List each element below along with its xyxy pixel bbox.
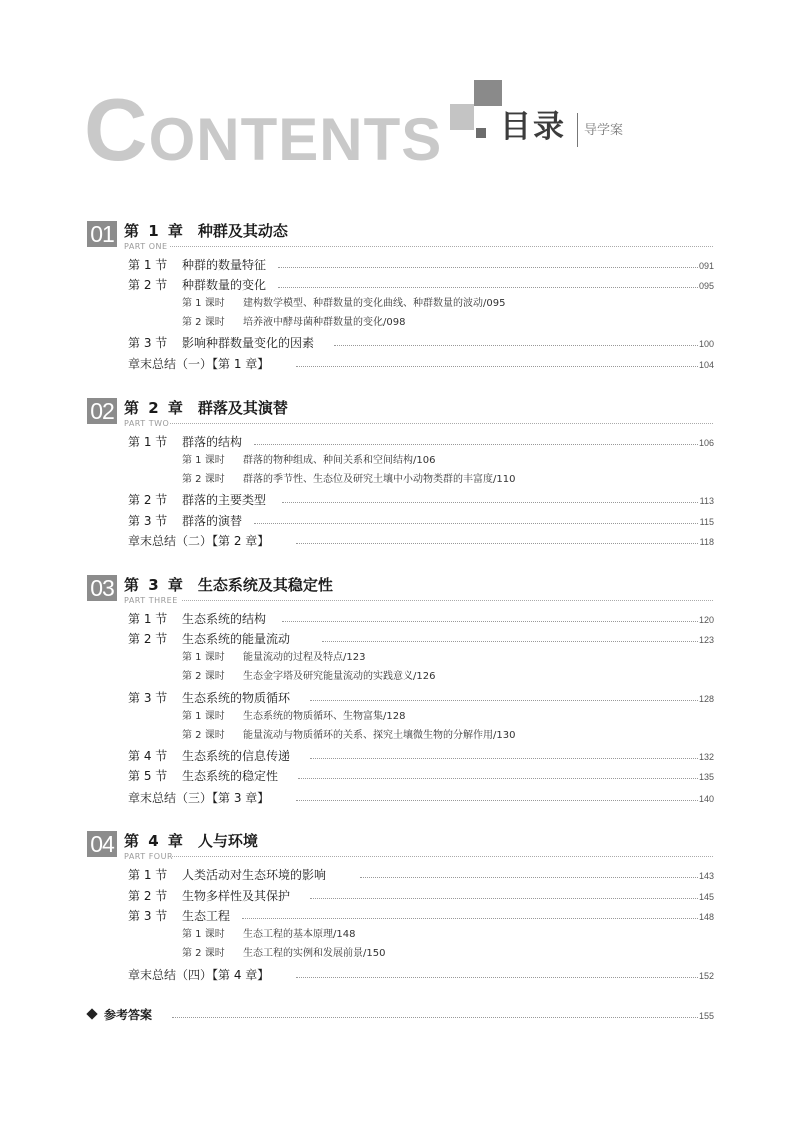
chapter-number-badge: 03 <box>87 575 117 601</box>
page-number: 106 <box>698 438 714 448</box>
dot-leader <box>310 758 698 759</box>
section-title: 群落的结构 <box>182 433 248 451</box>
section-label: 第 1 节 <box>128 612 168 626</box>
chapter-part-label: PART THREE <box>124 596 178 605</box>
diamond-bullet-icon <box>86 1008 97 1019</box>
toc-row-answers[interactable] <box>0 1006 799 1024</box>
lesson-label: 第 1 课时 <box>182 455 225 466</box>
lesson-label: 第 2 课时 <box>182 317 225 328</box>
chapter-part-label: PART FOUR <box>124 852 174 861</box>
page-number: 113 <box>699 496 714 506</box>
section-label: 第 3 节 <box>128 909 168 923</box>
answers-title: 参考答案 <box>104 1008 153 1022</box>
section-title: 影响种群数量变化的因素 <box>182 334 320 352</box>
lesson-label: 第 1 课时 <box>182 929 225 940</box>
page-number: 123 <box>698 635 714 645</box>
section-title: 群落的主要类型 <box>182 491 272 509</box>
toc-row-lesson[interactable] <box>0 315 799 331</box>
page-number: 152 <box>698 971 714 981</box>
section-label: 第 1 节 <box>128 258 168 272</box>
decor-square-dark <box>474 80 502 106</box>
chapter-part-label: PART ONE <box>124 242 168 251</box>
chapter-title[interactable]: 第 2 章 群落及其演替 <box>124 399 288 417</box>
section-label: 第 5 节 <box>128 769 168 783</box>
toc-row-lesson[interactable] <box>0 927 799 943</box>
page-subtitle: 导学案 <box>584 123 624 138</box>
summary-title: 章末总结（四）【第 4 章】 <box>128 966 275 984</box>
summary-title: 章末总结（二）【第 2 章】 <box>128 532 275 550</box>
dot-leader <box>254 444 698 445</box>
section-title: 群落的演替 <box>182 512 248 530</box>
lesson-label: 第 2 课时 <box>182 948 225 959</box>
dot-leader <box>334 345 698 346</box>
chapter-number-badge: 04 <box>87 831 117 857</box>
dot-leader <box>278 287 698 288</box>
lesson-title: 建构数学模型、种群数量的变化曲线、种群数量的波动/095 <box>243 298 506 309</box>
lesson-label: 第 1 课时 <box>182 652 225 663</box>
toc-row-section[interactable] <box>0 334 799 352</box>
dot-leader <box>282 621 698 622</box>
dot-leader <box>360 877 698 878</box>
section-label: 第 2 节 <box>128 278 168 292</box>
page-number: 091 <box>698 261 714 271</box>
toc-row-lesson[interactable] <box>0 296 799 312</box>
section-label: 第 2 节 <box>128 493 168 507</box>
chapter-number-badge: 02 <box>87 398 117 424</box>
page-number: 128 <box>698 694 714 704</box>
toc-row-lesson[interactable] <box>0 669 799 685</box>
section-title: 人类活动对生态环境的影响 <box>182 866 332 884</box>
lesson-label: 第 1 课时 <box>182 298 225 309</box>
page-number: 140 <box>698 794 714 804</box>
section-label: 第 4 节 <box>128 749 168 763</box>
page-number: 104 <box>698 360 714 370</box>
page-title: 目录 <box>500 109 566 145</box>
dot-leader <box>296 366 698 367</box>
toc-row-section[interactable] <box>0 276 799 294</box>
chapter-divider <box>170 856 713 857</box>
page-number: 143 <box>698 871 714 881</box>
lesson-title: 群落的物种组成、种间关系和空间结构/106 <box>243 455 436 466</box>
dot-leader <box>282 502 698 503</box>
chapter-title[interactable]: 第 1 章 种群及其动态 <box>124 222 288 240</box>
lesson-title: 生态系统的物质循环、生物富集/128 <box>243 711 406 722</box>
toc-row-lesson[interactable] <box>0 472 799 488</box>
toc-row-section[interactable] <box>0 610 799 628</box>
lesson-title: 能量流动与物质循环的关系、探究土壤微生物的分解作用/130 <box>243 730 516 741</box>
page-header <box>0 0 799 200</box>
lesson-title: 生态工程的实例和发展前景/150 <box>243 948 386 959</box>
summary-title: 章末总结（一）【第 1 章】 <box>128 355 275 373</box>
toc-row-section[interactable] <box>0 767 799 785</box>
page-number: 100 <box>698 339 714 349</box>
page-number: 148 <box>698 912 714 922</box>
page-number: 115 <box>699 517 714 527</box>
section-label: 第 1 节 <box>128 868 168 882</box>
title-divider <box>577 113 578 147</box>
dot-leader <box>296 800 698 801</box>
lesson-title: 生态工程的基本原理/148 <box>243 929 356 940</box>
toc-row-section[interactable] <box>0 689 799 707</box>
section-title: 生态系统的信息传递 <box>182 747 296 765</box>
page-number: 132 <box>698 752 714 762</box>
section-label: 第 2 节 <box>128 889 168 903</box>
lesson-title: 群落的季节性、生态位及研究土壤中小动物类群的丰富度/110 <box>243 474 516 485</box>
section-title: 生物多样性及其保护 <box>182 887 296 905</box>
section-title: 生态工程 <box>182 907 236 925</box>
section-title: 种群的数量特征 <box>182 256 272 274</box>
toc-row-section[interactable] <box>0 512 799 530</box>
dot-leader <box>278 267 698 268</box>
toc-row-lesson[interactable] <box>0 709 799 725</box>
toc-row-lesson[interactable] <box>0 453 799 469</box>
toc-row-section[interactable] <box>0 630 799 648</box>
lesson-label: 第 2 课时 <box>182 730 225 741</box>
section-label: 第 1 节 <box>128 435 168 449</box>
toc-row-lesson[interactable] <box>0 650 799 666</box>
section-label: 第 3 节 <box>128 514 168 528</box>
page-number: 155 <box>698 1011 714 1021</box>
decor-square-light <box>450 104 474 130</box>
page-number: 120 <box>698 615 714 625</box>
dot-leader <box>310 700 698 701</box>
chapter-divider <box>170 423 713 424</box>
dot-leader <box>322 641 698 642</box>
lesson-title: 培养液中酵母菌种群数量的变化/098 <box>243 317 406 328</box>
section-label: 第 2 节 <box>128 632 168 646</box>
toc-row-section[interactable] <box>0 491 799 509</box>
lesson-label: 第 1 课时 <box>182 711 225 722</box>
toc-row-section[interactable] <box>0 907 799 925</box>
summary-title: 章末总结（三）【第 3 章】 <box>128 789 275 807</box>
decor-square-small <box>476 128 486 138</box>
toc-row-section[interactable] <box>0 256 799 274</box>
section-label: 第 3 节 <box>128 336 168 350</box>
chapter-number-badge: 01 <box>87 221 117 247</box>
contents-wordmark <box>84 80 443 179</box>
lesson-title: 生态金字塔及研究能量流动的实践意义/126 <box>243 671 436 682</box>
page-number: 145 <box>698 892 714 902</box>
section-label: 第 3 节 <box>128 691 168 705</box>
section-title: 生态系统的结构 <box>182 610 272 628</box>
dot-leader <box>172 1017 698 1018</box>
dot-leader <box>310 898 698 899</box>
toc-row-section[interactable] <box>0 866 799 884</box>
chapter-title[interactable]: 第 4 章 人与环境 <box>124 832 258 850</box>
toc-row-summary[interactable] <box>0 789 799 807</box>
contents-rest: ONTENTS <box>148 106 443 173</box>
dot-leader <box>298 778 698 779</box>
chapter-divider <box>170 246 713 247</box>
section-title: 生态系统的物质循环 <box>182 689 296 707</box>
dot-leader <box>296 543 698 544</box>
toc-row-lesson[interactable] <box>0 728 799 744</box>
section-title: 种群数量的变化 <box>182 276 272 294</box>
page-number: 118 <box>699 537 714 547</box>
toc-row-summary[interactable] <box>0 966 799 984</box>
toc-row-section[interactable] <box>0 887 799 905</box>
toc-row-section[interactable] <box>0 747 799 765</box>
toc-row-summary[interactable] <box>0 355 799 373</box>
toc-row-summary[interactable] <box>0 532 799 550</box>
section-title: 生态系统的稳定性 <box>182 767 284 785</box>
lesson-title: 能量流动的过程及特点/123 <box>243 652 366 663</box>
contents-initial: C <box>84 80 149 179</box>
chapter-part-label: PART TWO <box>124 419 170 428</box>
toc-row-section[interactable] <box>0 433 799 451</box>
chapter-divider <box>182 600 713 601</box>
page-number: 135 <box>698 772 714 782</box>
chapter-title[interactable]: 第 3 章 生态系统及其稳定性 <box>124 576 333 594</box>
lesson-label: 第 2 课时 <box>182 671 225 682</box>
dot-leader <box>296 977 698 978</box>
section-title: 生态系统的能量流动 <box>182 630 296 648</box>
page-number: 095 <box>698 281 714 291</box>
dot-leader <box>254 523 698 524</box>
lesson-label: 第 2 课时 <box>182 474 225 485</box>
toc-row-lesson[interactable] <box>0 946 799 962</box>
dot-leader <box>242 918 698 919</box>
